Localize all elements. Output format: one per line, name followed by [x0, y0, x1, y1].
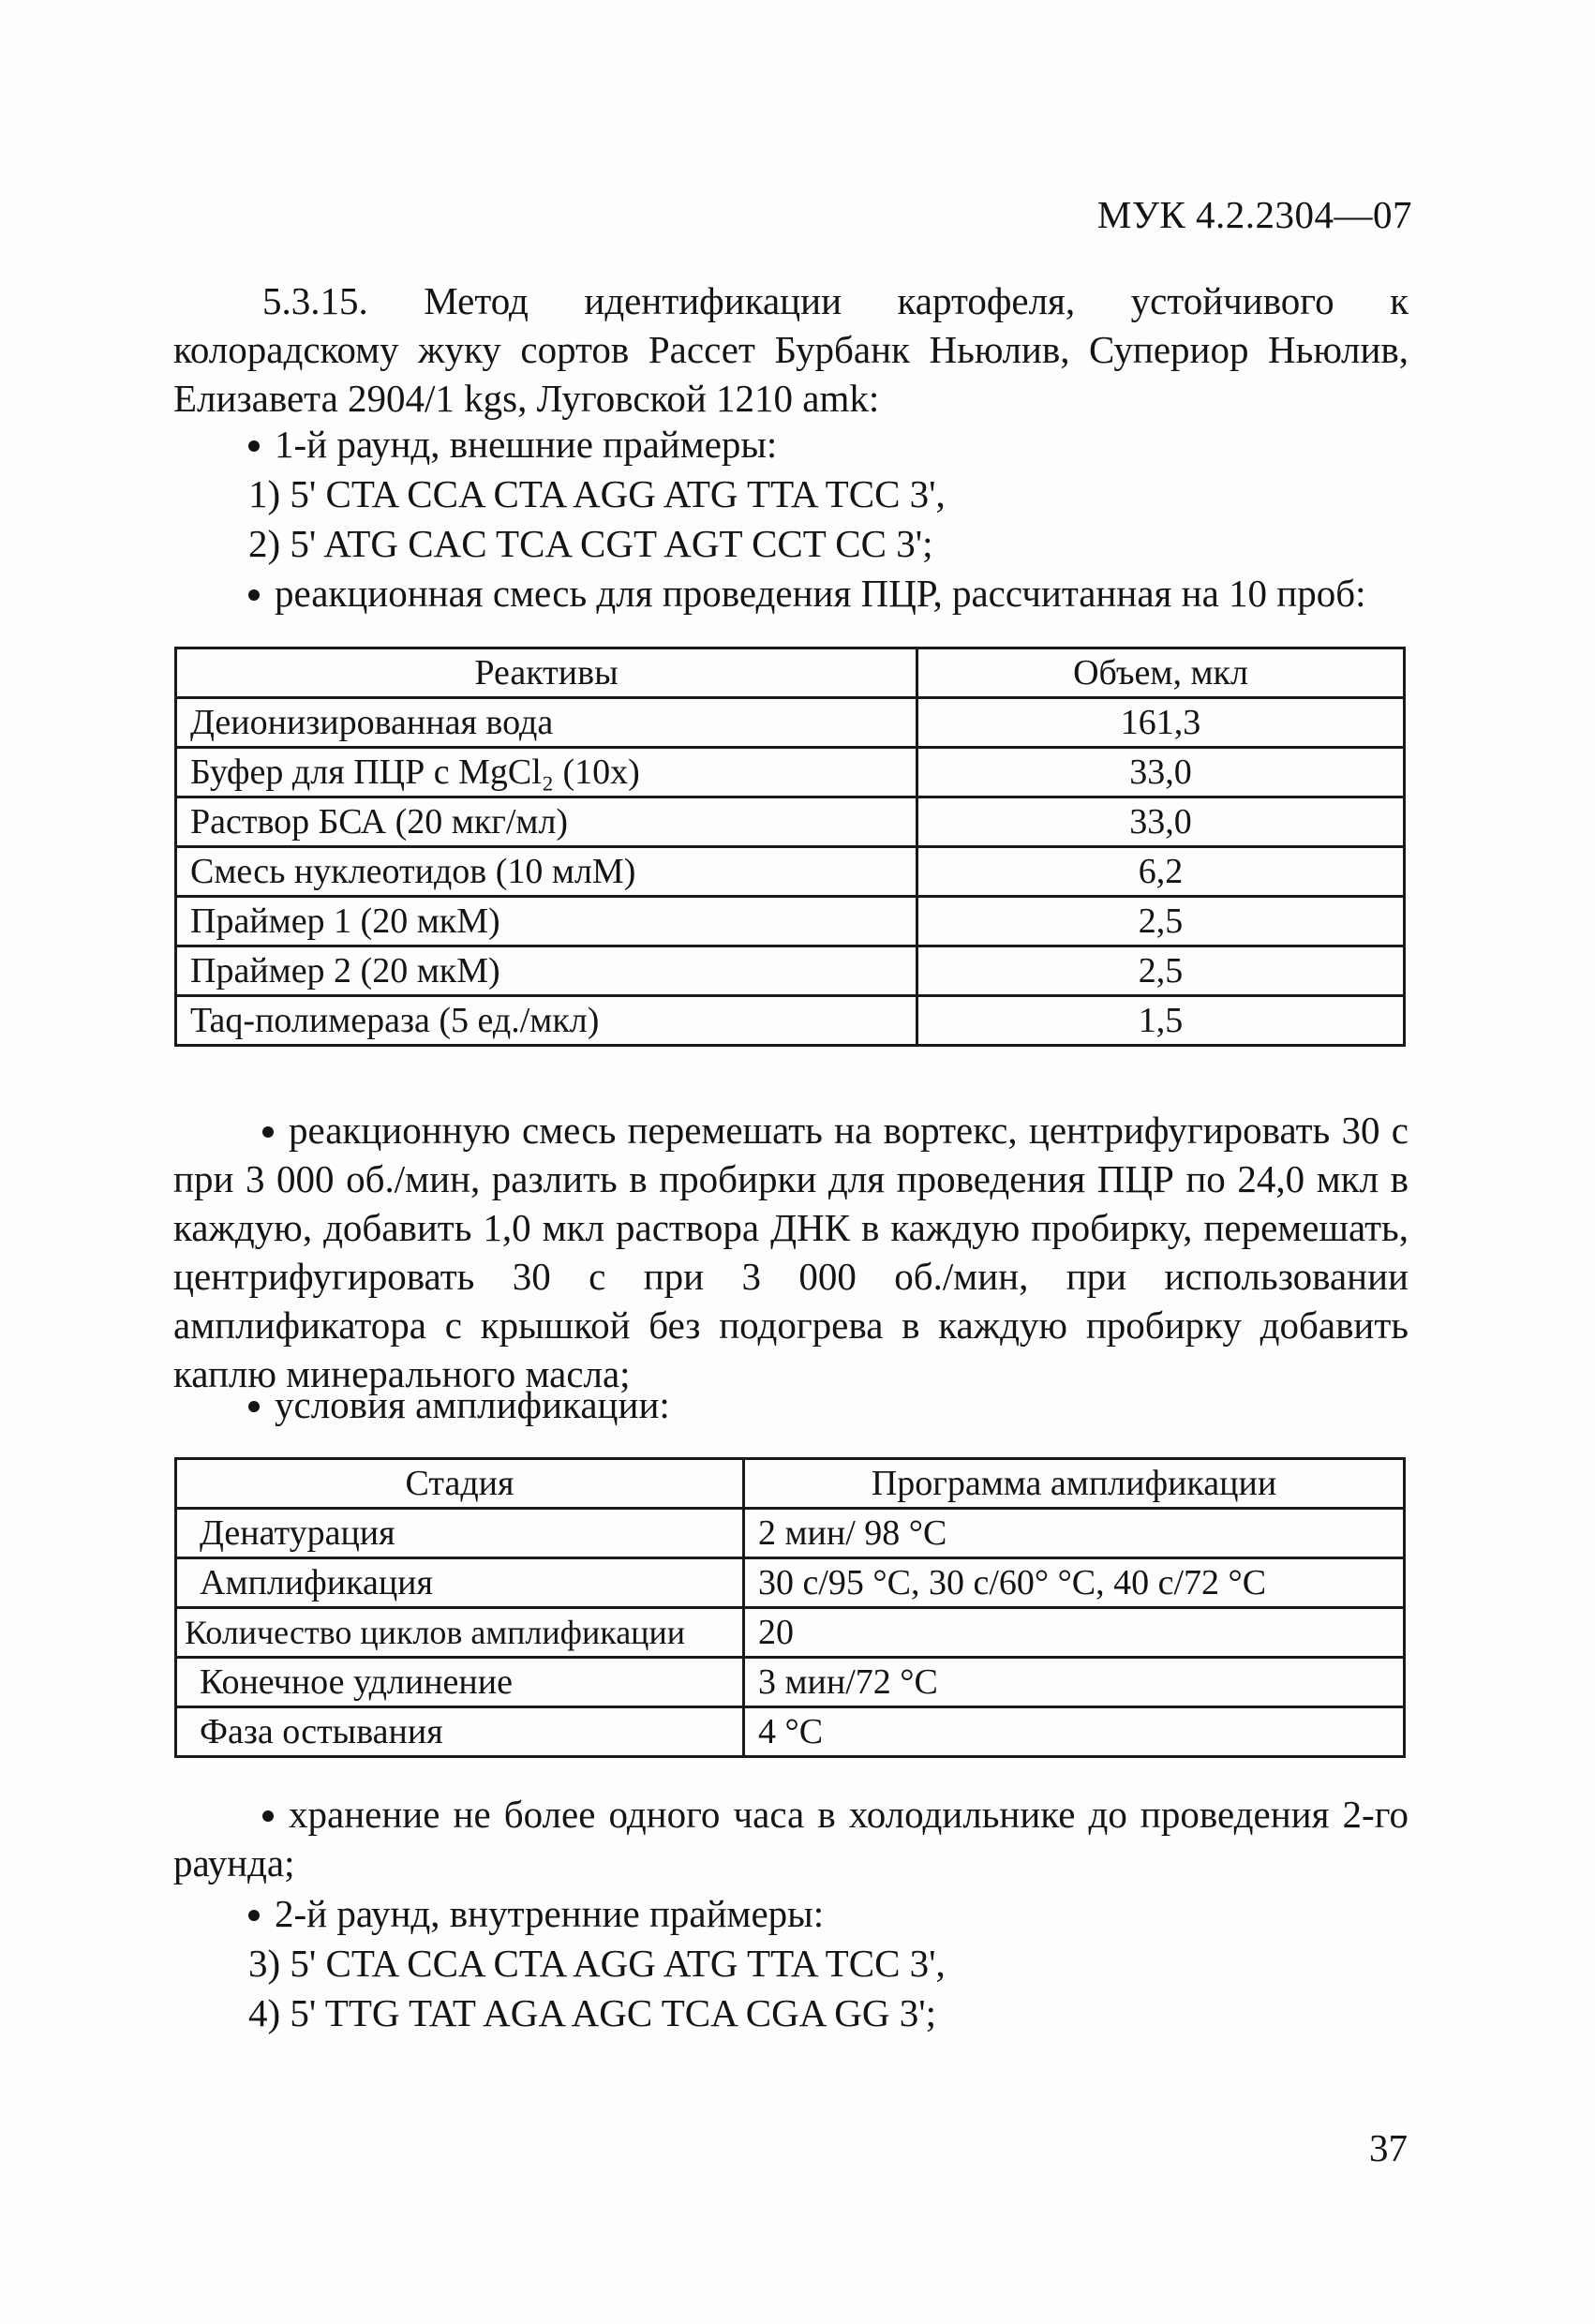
- stage-name: Конечное удлинение: [176, 1658, 744, 1707]
- table-row: [176, 847, 1405, 897]
- reagent-volume: 161,3: [917, 698, 1405, 748]
- stage-name: Денатурация: [176, 1509, 744, 1558]
- bullet-icon: [262, 1126, 274, 1138]
- table-row: [176, 748, 1405, 797]
- bullet-icon: [248, 440, 260, 452]
- mix-caption: реакционная смесь для проведения ПЦР, рассчитанная на 10 проб:: [275, 572, 1366, 615]
- bullet-icon: [248, 1401, 260, 1412]
- table-header-row: [176, 648, 1405, 698]
- table-row: [176, 1707, 1405, 1757]
- stage-program: 2 мин/ 98 °С: [744, 1509, 1405, 1558]
- stage-name: Амплификация: [176, 1558, 744, 1608]
- reagent-name: Taq-полимераза (5 ед./мкл): [176, 996, 917, 1046]
- table-header-row: [176, 1459, 1405, 1509]
- amp-caption-line: [248, 1382, 670, 1427]
- table-row: [176, 797, 1405, 847]
- bullet-icon: [248, 1910, 260, 1921]
- round1-title-line: [248, 422, 777, 467]
- reagent-volume: 33,0: [917, 748, 1405, 797]
- column-header: Реактивы: [176, 648, 917, 698]
- table-row: [176, 946, 1405, 996]
- round2-title-line: [248, 1891, 824, 1936]
- round1-title: 1-й раунд, внешние праймеры:: [275, 423, 778, 466]
- reagent-volume: 6,2: [917, 847, 1405, 897]
- amplification-table: [174, 1457, 1406, 1758]
- column-header: Объем, мкл: [917, 648, 1405, 698]
- stage-name: Фаза остывания: [176, 1707, 744, 1757]
- primer-2: 2) 5' ATG CAC TCA CGT AGT CCT CC 3';: [248, 522, 933, 565]
- reagent-name: Буфер для ПЦР с MgCl₂ (10x): [176, 748, 917, 797]
- table-row: [176, 698, 1405, 748]
- bullet-icon: [248, 589, 260, 601]
- reagent-volume: 33,0: [917, 797, 1405, 847]
- storage-text: хранение не более одного часа в холодильнике до проведения 2-го раунда;: [173, 1793, 1409, 1885]
- round2-title: 2-й раунд, внутренние праймеры:: [275, 1892, 825, 1935]
- reagent-name: Праймер 1 (20 мкМ): [176, 897, 917, 946]
- primer-4: 4) 5' TTG TAT AGA AGC TCA CGA GG 3';: [248, 1991, 937, 2034]
- reagent-name: Деионизированная вода: [176, 698, 917, 748]
- stage-program: 4 °С: [744, 1707, 1405, 1757]
- mixing-paragraph: [173, 1106, 1409, 1398]
- primer-3: 3) 5' CTA CCA CTA AGG ATG TTA TCC 3',: [248, 1942, 946, 1985]
- mixing-text: реакционную смесь перемешать на вортекс, центрифугировать 30 с при 3 000 об./мин, разлить в пробирки для проведения ПЦР по 24,0 мкл в каждую, добавить 1,0 мкл раствора ДНК в каждую пробирку, перемешать, центрифугировать 30 с при 3 000 об./мин, при использовании амплификатора с крышкой без подогрева в каждую пробирку добавить каплю минерального масла;: [173, 1109, 1409, 1395]
- stage-program: 3 мин/72 °С: [744, 1658, 1405, 1707]
- table-row: [176, 1608, 1405, 1658]
- table-row: [176, 1658, 1405, 1707]
- stage-program: 30 с/95 °С, 30 с/60° °С, 40 с/72 °С: [744, 1558, 1405, 1608]
- reagent-name: Праймер 2 (20 мкМ): [176, 946, 917, 996]
- table-row: [176, 996, 1405, 1046]
- bullet-icon: [262, 1810, 274, 1822]
- storage-paragraph: [173, 1790, 1409, 1887]
- page-number: 37: [1369, 2126, 1408, 2169]
- reagents-table: [174, 647, 1406, 1047]
- column-header: Стадия: [176, 1459, 744, 1509]
- reagent-volume: 2,5: [917, 897, 1405, 946]
- stage-name: Количество циклов амплификации: [176, 1608, 744, 1658]
- reagent-name: Смесь нуклеотидов (10 млМ): [176, 847, 917, 897]
- document-code-header: МУК 4.2.2304—07: [1096, 193, 1412, 236]
- amp-caption: условия амплификации:: [275, 1383, 670, 1426]
- intro-text: 5.3.15. Метод идентификации картофеля, устойчивого к колорадскому жуку сортов Рассет Бурбанк Ньюлив, Супериор Ньюлив, Елизавета 2904/1 kgs, Луговской 1210 amk:: [173, 279, 1409, 420]
- reagent-volume: 2,5: [917, 946, 1405, 996]
- column-header: Программа амплификации: [744, 1459, 1405, 1509]
- reagent-name: Раствор БСА (20 мкг/мл): [176, 797, 917, 847]
- stage-program: 20: [744, 1608, 1405, 1658]
- mix-caption-line: [248, 571, 1365, 616]
- reagent-volume: 1,5: [917, 996, 1405, 1046]
- table-row: [176, 1558, 1405, 1608]
- intro-paragraph: [173, 276, 1409, 423]
- primer-1: 1) 5' CTA CCA CTA AGG ATG TTA TCC 3',: [248, 472, 946, 515]
- table-row: [176, 1509, 1405, 1558]
- table-row: [176, 897, 1405, 946]
